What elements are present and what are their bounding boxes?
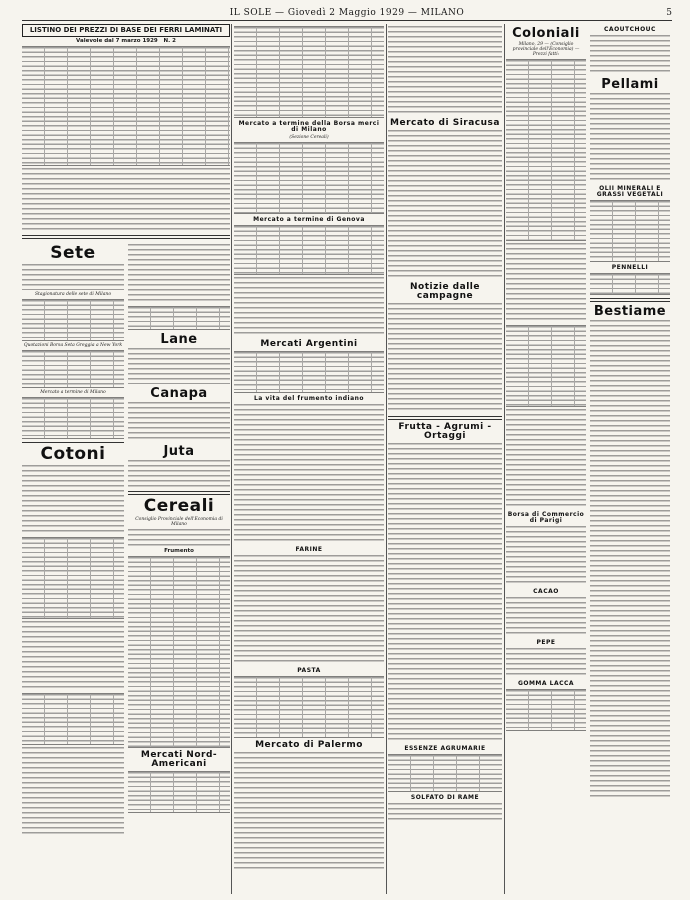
data-table xyxy=(22,397,124,439)
column-1 xyxy=(22,24,230,894)
article-text xyxy=(234,404,384,544)
section-heading-canapa: Canapa xyxy=(150,386,208,401)
article-text xyxy=(128,244,230,304)
section-heading-genova: Mercato a termine di Genova xyxy=(253,216,365,223)
article-text xyxy=(128,348,230,384)
section-heading-juta: Juta xyxy=(163,444,195,459)
section-heading-vita-frumento: La vita del frumento indiano xyxy=(253,395,365,402)
section-heading-mercati-argentini: Mercati Argentini xyxy=(260,339,358,349)
section-heading-cereali: Cereali xyxy=(143,496,215,516)
data-table xyxy=(22,537,124,619)
data-table xyxy=(506,59,586,241)
section-heading-pasta: PASTA xyxy=(297,667,321,674)
masthead-paper-line: IL SOLE — Giovedì 2 Maggio 1929 — MILANO xyxy=(229,8,465,18)
masthead xyxy=(22,6,672,21)
article-text xyxy=(128,402,230,442)
data-table xyxy=(506,325,586,407)
section-heading-lane: Lane xyxy=(160,332,198,347)
data-table xyxy=(128,771,230,813)
section-heading-essenze: ESSENZE AGRUMARIE xyxy=(404,745,486,752)
sete-subheading: Stagionatura delle sete di Milano xyxy=(34,292,112,297)
listino-subtitle: Valevole dal 7 marzo 1929 N. 2 xyxy=(76,38,176,44)
section-heading-pepe: PEPE xyxy=(536,639,556,646)
article-text xyxy=(22,747,124,837)
column-2 xyxy=(234,24,384,894)
sete-subheading-2: Quotazioni Borsa Seta Greggia a New York xyxy=(23,343,123,348)
section-heading-cotoni: Cotoni xyxy=(40,444,106,464)
section-heading-caoutchouc: CAOUTCHOUC xyxy=(604,26,656,33)
article-text xyxy=(388,303,502,413)
data-table xyxy=(22,350,124,388)
section-heading-coloniali: Coloniali xyxy=(512,26,580,41)
article-text xyxy=(506,597,586,637)
section-heading-palermo: Mercato di Palermo xyxy=(255,740,363,750)
listino-table xyxy=(22,46,230,166)
article-text xyxy=(234,277,384,337)
article-text xyxy=(506,526,586,586)
article-text xyxy=(590,93,670,183)
section-heading-olii: OLII MINERALI E GRASSI VEGETALI xyxy=(596,185,664,198)
article-text xyxy=(388,26,502,116)
article-text xyxy=(506,648,586,678)
data-table xyxy=(22,299,124,341)
section-heading-borsa-merci: Mercato a termine della Borsa merci di Milano xyxy=(238,120,380,133)
data-table xyxy=(590,273,670,295)
article-text xyxy=(22,621,124,691)
section-heading-gomma: GOMMA LACCA xyxy=(517,680,575,687)
data-table xyxy=(234,351,384,393)
section-heading-sete: Sete xyxy=(50,243,96,263)
borsa-subheading: (Sezione Cereali) xyxy=(289,135,329,140)
article-text xyxy=(388,130,502,280)
article-text xyxy=(22,465,124,535)
column-rule xyxy=(231,24,232,894)
data-table xyxy=(128,556,230,748)
section-heading-parigi: Borsa di Commercio di Parigi xyxy=(507,511,585,524)
column-4 xyxy=(506,24,670,894)
article-text xyxy=(128,460,230,488)
column-rule xyxy=(504,24,505,894)
article-text xyxy=(506,243,586,323)
data-table xyxy=(234,26,384,118)
section-heading-pennelli: PENNELLI xyxy=(611,264,649,271)
article-text xyxy=(388,803,502,823)
section-heading-notizie: Notizie dalle campagne xyxy=(410,282,480,301)
cereali-subheading-2: Frumento xyxy=(164,548,194,554)
article-text xyxy=(128,529,230,547)
column-3 xyxy=(388,24,502,894)
listino-notes xyxy=(22,168,230,232)
article-text xyxy=(22,264,124,290)
article-text xyxy=(234,555,384,665)
section-heading-siracusa: Mercato di Siracusa xyxy=(390,118,500,128)
section-heading-mercati-nord-americani: Mercati Nord-Americani xyxy=(140,750,218,769)
article-text xyxy=(506,409,586,509)
data-table xyxy=(22,693,124,745)
listino-number: N. 2 xyxy=(163,38,176,44)
data-table xyxy=(388,754,502,792)
listino-title: LISTINO DEI PREZZI DI BASE DEI FERRI LAMINATI xyxy=(22,24,230,37)
section-heading-pellami: Pellami xyxy=(601,77,659,92)
section-heading-frutta: Frutta - Agrumi - Ortaggi xyxy=(398,422,492,441)
page-number: 5 xyxy=(666,8,672,18)
coloniali-subheading: Milano, 29 — (Consiglio provinciale dell'Economia) — Prezzi fatti: xyxy=(512,42,580,57)
data-table xyxy=(234,225,384,275)
article-text xyxy=(388,443,502,743)
column-rule xyxy=(386,24,387,894)
section-heading-bestiame: Bestiame xyxy=(593,304,667,319)
cereali-subheading: Consiglio Provinciale dell'Economia di Milano xyxy=(135,517,223,527)
data-table xyxy=(234,676,384,738)
data-table xyxy=(506,689,586,731)
section-heading-farine: FARINE xyxy=(295,546,323,553)
section-heading-solfato: SOLFATO DI RAME xyxy=(410,794,480,801)
data-table xyxy=(128,306,230,330)
article-text xyxy=(590,35,670,75)
sete-subheading-3: Mercato a termine di Milano xyxy=(40,390,106,395)
article-text xyxy=(234,752,384,872)
data-table xyxy=(590,200,670,262)
data-table xyxy=(234,142,384,214)
section-heading-cacao: CACAO xyxy=(533,588,559,595)
article-text xyxy=(590,320,670,800)
